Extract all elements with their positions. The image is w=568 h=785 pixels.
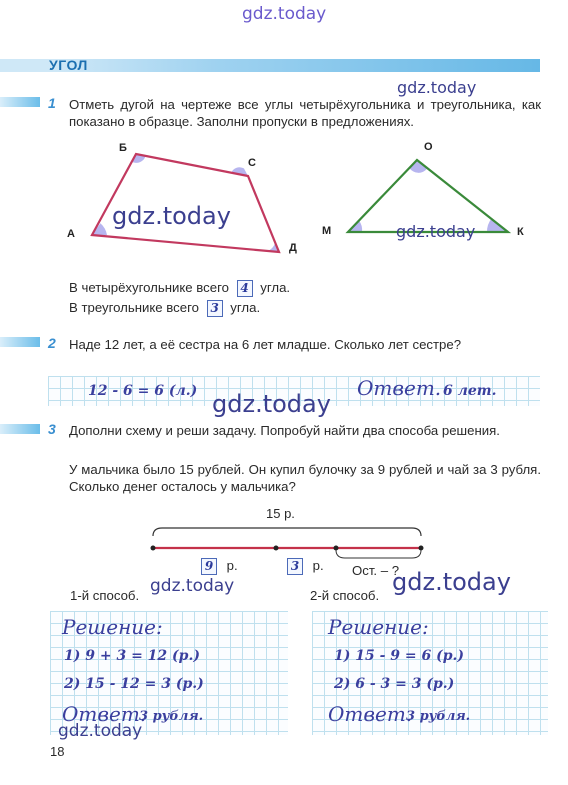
vertex-label-o: О	[424, 141, 433, 153]
sentence-text: угла.	[260, 280, 291, 295]
watermark: gdz.today	[397, 78, 477, 97]
answer-label: Ответ.	[328, 702, 413, 726]
solution-heading: Решение:	[328, 615, 429, 639]
vertex-label-b: Б	[119, 142, 127, 154]
section-title: УГОЛ	[49, 57, 88, 73]
watermark: gdz.today	[392, 568, 511, 596]
sentence-text: В четырёхугольнике всего	[69, 280, 229, 295]
watermark: gdz.today	[212, 390, 331, 418]
task-marker	[0, 424, 40, 434]
task-text: Наде 12 лет, а её сестра на 6 лет младше. Сколько лет сестре?	[69, 337, 462, 352]
solution-step: 2) 6 - 3 = 3 (р.)	[334, 676, 455, 692]
sentence-text: угла.	[230, 300, 261, 315]
problem-text: У мальчика было 15 рублей. Он купил булочку за 9 рублей и чай за 3 рубля. Сколько денег осталось у мальчика?	[69, 462, 541, 494]
answer-sentence-1	[69, 280, 290, 297]
vertex-label-d: Д	[289, 242, 297, 254]
solution-step: 1) 15 - 9 = 6 (р.)	[334, 648, 465, 664]
watermark: gdz.today	[396, 222, 476, 241]
watermark: gdz.today	[112, 202, 231, 230]
method2-label: 2-й способ.	[310, 588, 380, 603]
answer-box[interactable]: 4	[237, 280, 253, 297]
geometry-figures	[60, 138, 550, 263]
answer-value: 3 рубля.	[139, 709, 204, 724]
scheme-part2	[287, 558, 324, 575]
solution-step: 1) 9 + 3 = 12 (р.)	[64, 648, 200, 664]
answer-label: Ответ.	[357, 376, 442, 400]
solution-heading: Решение:	[62, 615, 163, 639]
answer-box[interactable]: 3	[287, 558, 303, 575]
vertex-label-a: А	[67, 228, 75, 240]
answer-box[interactable]: 9	[201, 558, 217, 575]
answer-value: 3 рубля.	[406, 709, 471, 724]
sentence-text: В треугольнике всего	[69, 300, 199, 315]
method1-label: 1-й способ.	[70, 588, 140, 603]
scheme-rest-label: Ост. – ?	[352, 563, 400, 578]
solution-step: 2) 15 - 12 = 3 (р.)	[64, 676, 204, 692]
answer-value: 6 лет.	[443, 383, 497, 399]
unit-label: р.	[226, 558, 238, 573]
watermark: gdz.today	[150, 576, 235, 596]
solution-line: 12 - 6 = 6 (л.)	[88, 383, 198, 399]
scheme-part1	[201, 558, 238, 575]
task-marker	[0, 97, 40, 107]
answer-box[interactable]: 3	[207, 300, 223, 317]
task-text: Дополни схему и реши задачу. Попробуй найти два способа решения.	[69, 423, 500, 438]
vertex-label-m: М	[322, 225, 332, 237]
watermark: gdz.today	[58, 721, 143, 741]
page-number: 18	[50, 744, 65, 759]
task-number: 1	[48, 95, 56, 111]
scheme-total-label: 15 р.	[266, 506, 295, 521]
task-marker	[0, 337, 40, 347]
vertex-label-k: К	[517, 226, 524, 238]
watermark-top: gdz.today	[242, 4, 327, 24]
task-text: Отметь дугой на чертеже все углы четырёхугольника и треугольника, как показано в образце. Заполни пропуски в предложениях.	[69, 97, 541, 129]
task-number: 3	[48, 421, 56, 437]
task-number: 2	[48, 335, 56, 351]
answer-sentence-2	[69, 300, 260, 317]
answer-label: Ответ.	[62, 702, 147, 726]
unit-label: р.	[312, 558, 324, 573]
vertex-label-c: С	[248, 157, 256, 169]
